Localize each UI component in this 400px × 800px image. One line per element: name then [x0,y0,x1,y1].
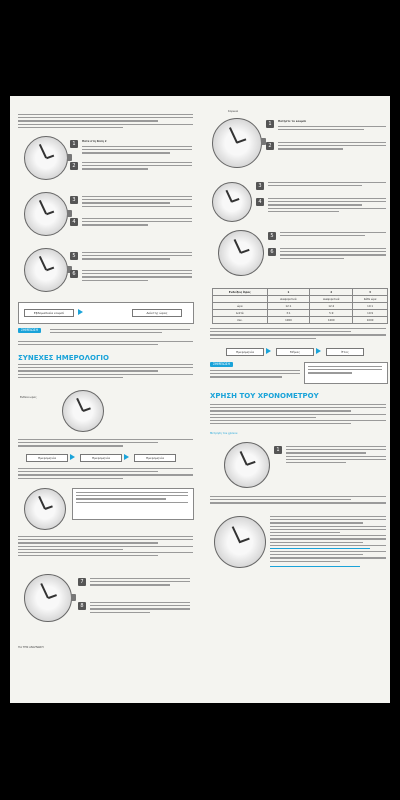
step-number: 1 [274,446,282,454]
footer-ref: ΓΙΑ ΤΗΝ ΑΝΑΓΝΩΣΗ [18,646,44,649]
step-number: 1 [70,140,78,148]
watch-diagram-6 [24,574,72,622]
flow-box: Δείκτης ώρας [132,309,182,317]
paragraph-text [18,439,193,449]
note-text [308,366,382,376]
step-label: Πάτα στη θέση 2 [82,140,107,143]
note-text [50,329,190,335]
watch-diagram-4 [62,390,104,432]
step-text [268,198,386,214]
arrow-right-icon [70,454,75,460]
step-text [280,248,386,261]
step-number: 5 [70,252,78,260]
watch-diagram-r2 [212,182,252,222]
diagram-label: Κορώνα [228,110,239,113]
diagram-label: Ευθεία ώρας [20,396,37,399]
settings-table [212,288,388,324]
section-title-calendar: ΣΥΝΕΧΕΣ ΗΜΕΡΟΛΟΓΙΟ [18,354,109,362]
step-text [286,446,386,465]
watch-diagram-1 [24,136,68,180]
flow-box: Ημερομηνία [80,454,122,462]
crown-icon [67,210,72,217]
step-number: 8 [78,602,86,610]
table-row: λεπτά 3:1 5:9 10:9 [213,310,388,317]
step-text [82,252,192,262]
step-number: 2 [70,162,78,170]
table-row: σεκ. 1000 1000 1000 [213,317,388,324]
arrow-right-icon [78,309,83,315]
intro-text [18,114,193,130]
step-text [90,602,190,615]
paragraph-text [18,468,193,481]
step-text [280,232,386,238]
left-column [12,96,198,703]
paragraph-text [18,536,193,558]
note-badge: ΣΗΜΕΙΩΣΗ [18,328,41,333]
sub-label: Μέτρηση του χρόνου [210,432,238,435]
step-text [82,146,192,156]
paragraph-text [18,341,193,347]
note-text [210,370,300,380]
table-header: 3 [353,289,388,296]
manual-page [10,96,390,703]
step-text [278,142,386,152]
step-number: 3 [70,196,78,204]
step-number: 7 [78,578,86,586]
table-header: 2 [310,289,353,296]
step-number: 6 [268,248,276,256]
step-number: 2 [266,142,274,150]
arrow-right-icon [124,454,129,460]
flow-box: Ημερομηνία [226,348,264,356]
paragraph-text [270,516,386,564]
paragraph-text [210,328,386,341]
table-row: Διαφορετικά Διαφορετικά Κάθε ώρα [213,296,388,303]
step-label: Πατήστε το κουμπί [278,120,307,123]
watch-diagram-r3 [218,230,264,276]
step-number: 3 [256,182,264,190]
highlight-line [270,566,360,567]
crown-icon [71,594,76,601]
table-header: 1 [267,289,310,296]
flow-box: Εβδομαδιαία κουμπί [24,309,74,317]
flow-box: Ημερομηνία [26,454,68,462]
step-number: 4 [256,198,264,206]
step-number: 1 [266,120,274,128]
flow-box: Ημερομηνία [134,454,176,462]
arrow-right-icon [316,348,321,354]
note-badge: ΣΗΜΕΙΩΣΗ [210,362,233,367]
step-text [82,196,192,209]
table-header: Ενδείξεις Ώρας [213,289,268,296]
arrow-right-icon [266,348,271,354]
watch-diagram-2 [24,192,68,236]
crown-icon [67,154,72,161]
paragraph-text [18,364,193,380]
flow-box: Έτος [326,348,364,356]
paragraph-text [210,496,386,506]
watch-diagram-r5 [214,516,266,568]
highlight-line [270,548,370,549]
table-row: ώρα 12:1 12:4 10:1 [213,303,388,310]
watch-diagram-3 [24,248,68,292]
step-text [278,126,386,132]
step-number: 4 [70,218,78,226]
step-text [82,218,192,228]
step-text [82,270,192,283]
paragraph-text [210,404,386,426]
step-number: 5 [268,232,276,240]
watch-diagram-r4 [224,442,270,488]
step-text [90,578,190,588]
step-number: 6 [70,270,78,278]
step-text [82,162,192,172]
step-text [268,182,386,188]
watch-diagram-r1 [212,118,262,168]
section-title-chrono: ΧΡΗΣΗ ΤΟΥ ΧΡΟΝΟΜΕΤΡΟΥ [210,392,319,400]
right-column [204,96,390,703]
note-text [76,492,188,505]
flow-box: Μήνας [276,348,314,356]
watch-diagram-5 [24,488,66,530]
